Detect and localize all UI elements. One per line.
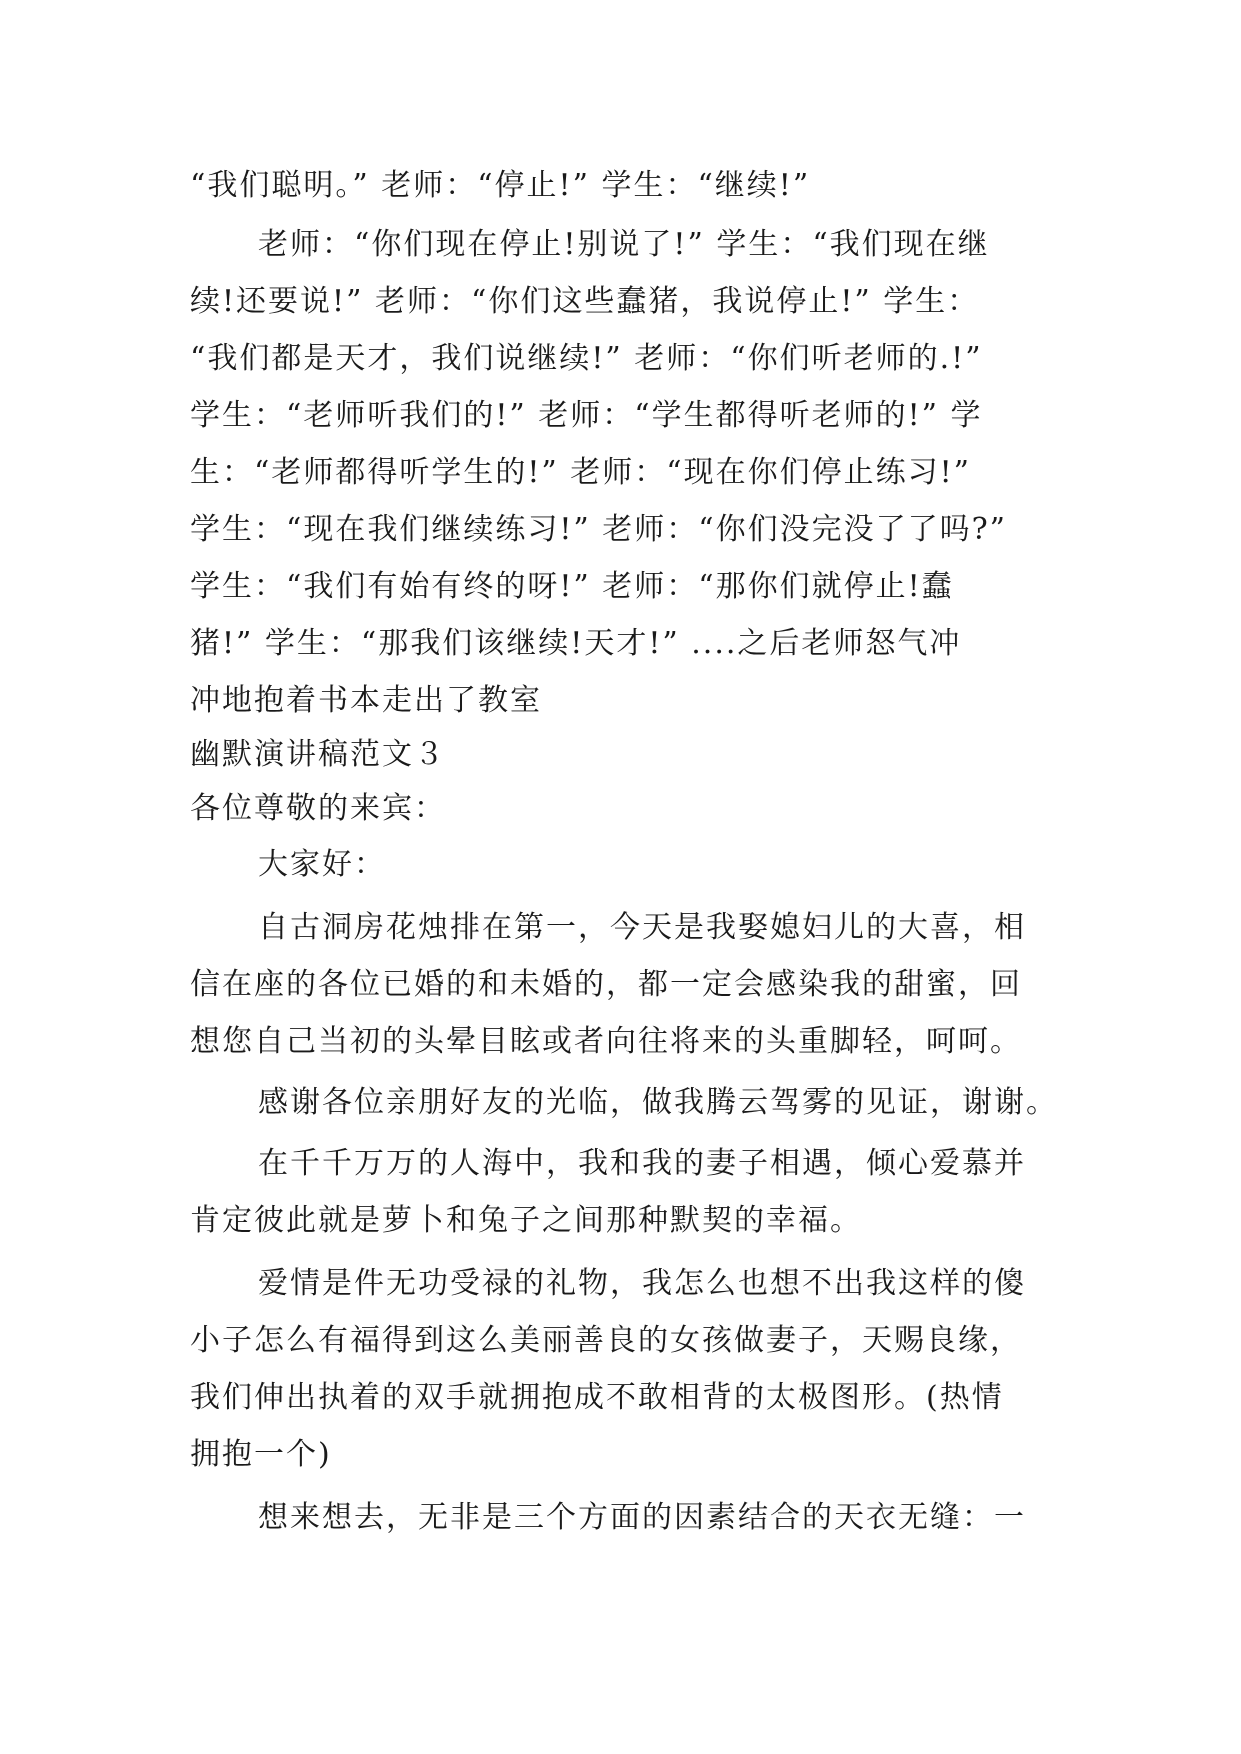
text-line: 老师：“你们现在停止!别说了!” 学生：“我们现在继	[258, 227, 990, 262]
text-line: 小子怎么有福得到这么美丽善良的女孩做妻子，天赐良缘，	[190, 1323, 1022, 1358]
text-line: 续!还要说!” 老师：“你们这些蠢猪，我说停止!” 学生：	[190, 284, 980, 319]
text-line: 想来想去，无非是三个方面的因素结合的天衣无缝：一	[258, 1500, 1026, 1535]
greeting: 大家好：	[258, 847, 386, 882]
text-line: 我们伸出执着的双手就拥抱成不敢相背的太极图形。(热情	[190, 1380, 1004, 1415]
text-line: 猪!” 学生：“那我们该继续!天才!” ....之后老师怒气冲	[190, 626, 962, 661]
text-line: “我们都是天才，我们说继续!” 老师：“你们听老师的.!”	[190, 341, 983, 376]
section-heading: 幽默演讲稿范文３	[190, 737, 446, 772]
text-line: 感谢各位亲朋好友的光临，做我腾云驾雾的见证，谢谢。	[258, 1085, 1058, 1120]
text-line: 学生：“现在我们继续练习!” 老师：“你们没完没了了吗?”	[190, 512, 1008, 547]
text-line: 学生：“老师听我们的!” 老师：“学生都得听老师的!” 学	[190, 398, 983, 433]
text-line: 信在座的各位已婚的和未婚的，都一定会感染我的甜蜜，回	[190, 967, 1022, 1002]
text-line: “我们聪明。” 老师：“停止!” 学生：“继续!”	[190, 168, 811, 203]
text-line: 学生：“我们有始有终的呀!” 老师：“那你们就停止!蠢	[190, 569, 954, 604]
text-line: 拥抱一个)	[190, 1437, 332, 1472]
text-line: 生：“老师都得听学生的!” 老师：“现在你们停止练习!”	[190, 455, 971, 490]
text-line: 冲地抱着书本走出了教室	[190, 683, 542, 718]
text-line: 爱情是件无功受禄的礼物，我怎么也想不出我这样的傻	[258, 1266, 1026, 1301]
text-line: 想您自己当初的头晕目眩或者向往将来的头重脚轻，呵呵。	[190, 1024, 1022, 1059]
salutation: 各位尊敬的来宾：	[190, 791, 446, 826]
text-line: 自古洞房花烛排在第一，今天是我娶媳妇儿的大喜，相	[258, 910, 1026, 945]
text-line: 在千千万万的人海中，我和我的妻子相遇，倾心爱慕并	[258, 1146, 1026, 1181]
text-line: 肯定彼此就是萝卜和兔子之间那种默契的幸福。	[190, 1203, 862, 1238]
